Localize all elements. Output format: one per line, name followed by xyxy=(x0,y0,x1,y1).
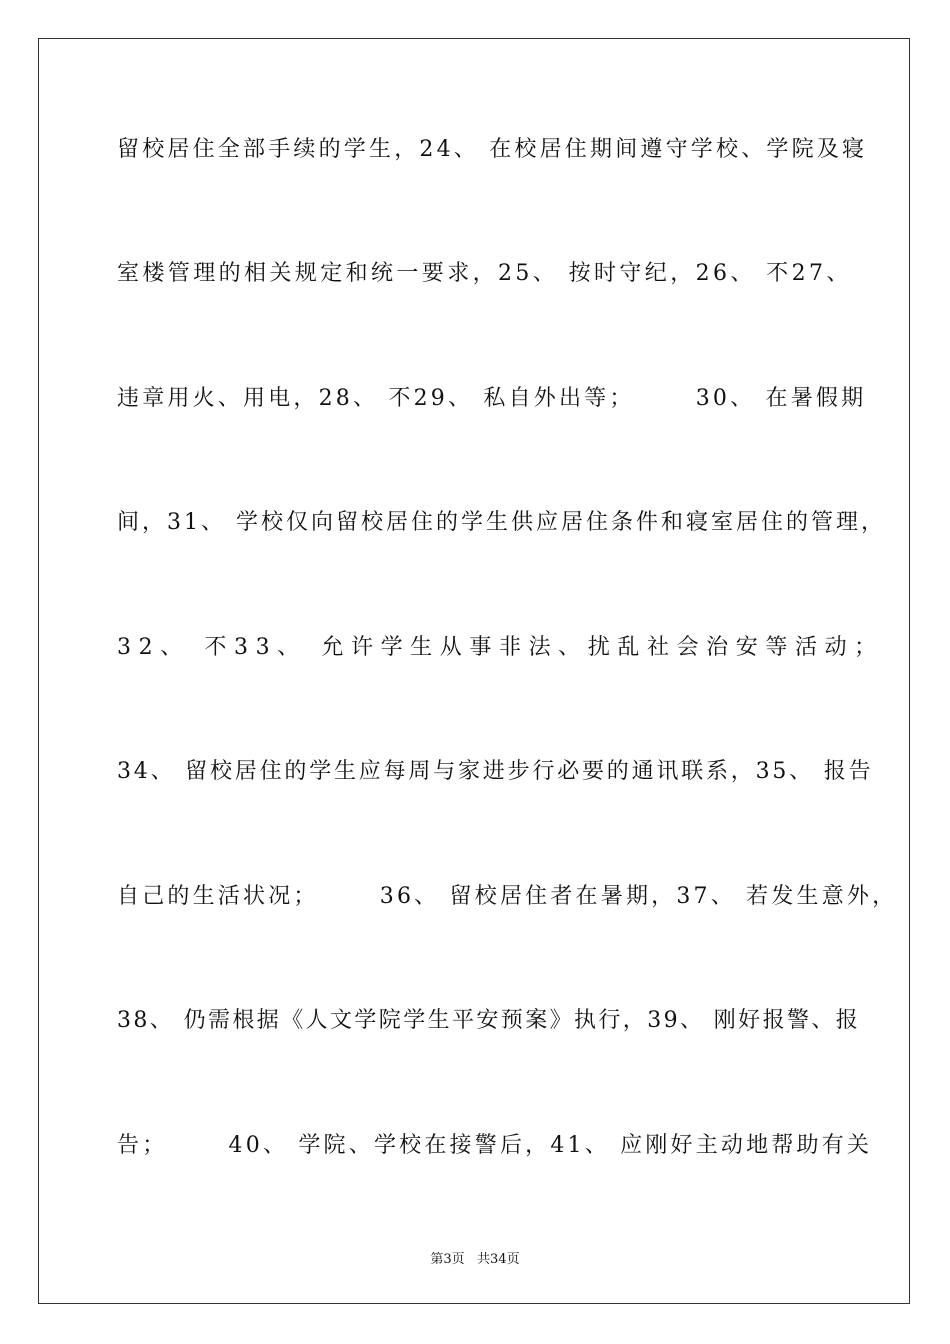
body-text-line: 违章用火、用电，28、 不29、 私自外出等； 30、 在暑假期 xyxy=(117,386,867,411)
body-text-line: 32、 不33、 允许学生从事非法、扰乱社会治安等活动； xyxy=(117,635,884,660)
body-text-line: 自己的生活状况； 36、 留校居住者在暑期，37、 若发生意外， xyxy=(117,884,898,909)
page-number-footer: 第3页 共34页 xyxy=(430,1252,520,1267)
body-text-line: 告； 40、 学院、学校在接警后，41、 应刚好主动地帮助有关 xyxy=(117,1133,873,1158)
body-text-line: 留校居住全部手续的学生，24、 在校居住期间遵守学校、学院及寝 xyxy=(117,137,868,162)
body-text-line: 38、 仍需根据《人文学院学生平安预案》执行，39、 刚好报警、报 xyxy=(117,1008,861,1033)
body-text-line: 间，31、 学校仅向留校居住的学生供应居住条件和寝室居住的管理， xyxy=(117,510,886,535)
page-border xyxy=(38,38,910,1304)
body-text-line: 34、 留校居住的学生应每周与家进步行必要的通讯联系，35、 报告 xyxy=(117,759,874,784)
body-text-line: 室楼管理的相关规定和统一要求，25、 按时守纪，26、 不27、 xyxy=(117,261,852,286)
